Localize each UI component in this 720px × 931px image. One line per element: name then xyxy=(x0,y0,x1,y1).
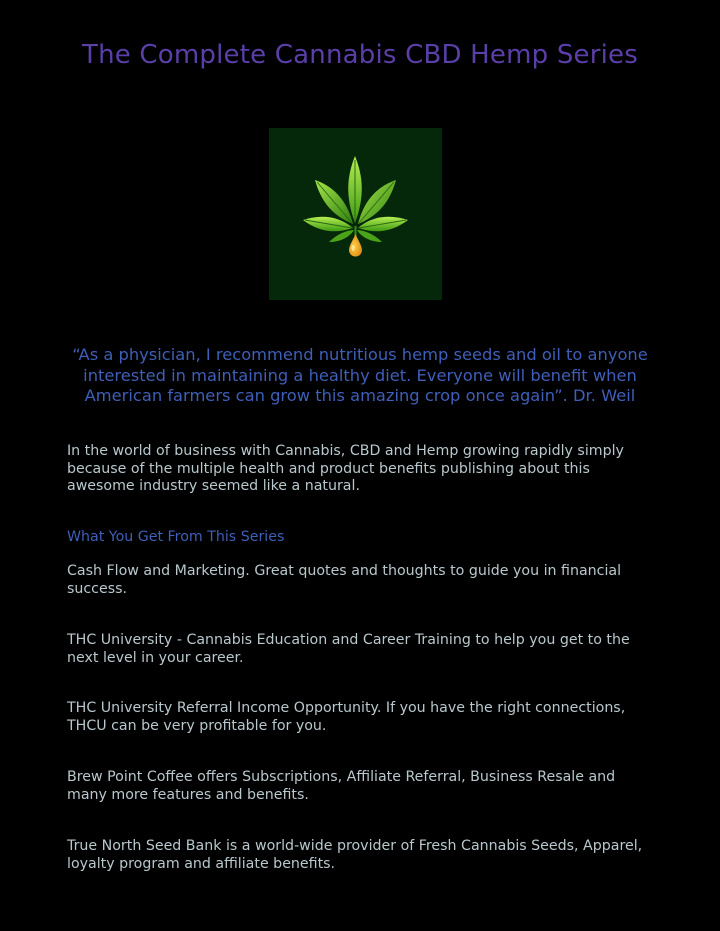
quote-text: “As a physician, I recommend nutritious hemp seeds and oil to anyone interested in maintaining a healthy diet. Everyone will benefit when American farmers can grow this amazing crop once again”. Dr. Weil xyxy=(72,345,648,405)
series-item-cash-flow: Cash Flow and Marketing. Great quotes and thoughts to guide you in financial success. xyxy=(67,563,622,597)
section-heading: What You Get From This Series xyxy=(67,529,285,545)
intro-paragraph: In the world of business with Cannabis, CBD and Hemp growing rapidly simply because of the multiple health and product benefits publishing about this awesome industry seemed like a natural. xyxy=(67,443,624,494)
page-title: The Complete Cannabis CBD Hemp Series xyxy=(82,40,638,70)
series-item-true-north-seed-bank: True North Seed Bank is a world-wide provider of Fresh Cannabis Seeds, Apparel, loyalty program and affiliate benefits. xyxy=(67,838,643,872)
cannabis-leaf-oil-drop-icon xyxy=(269,128,442,300)
series-item-brew-point-coffee: Brew Point Coffee offers Subscriptions, Affiliate Referral, Business Resale and many more features and benefits. xyxy=(67,769,616,803)
logo xyxy=(269,128,442,300)
series-item-thcu-referral: THC University Referral Income Opportunity. If you have the right connections, THCU can be very profitable for you. xyxy=(67,700,626,734)
series-item-thc-university: THC University - Cannabis Education and Career Training to help you get to the next level in your career. xyxy=(67,632,630,666)
